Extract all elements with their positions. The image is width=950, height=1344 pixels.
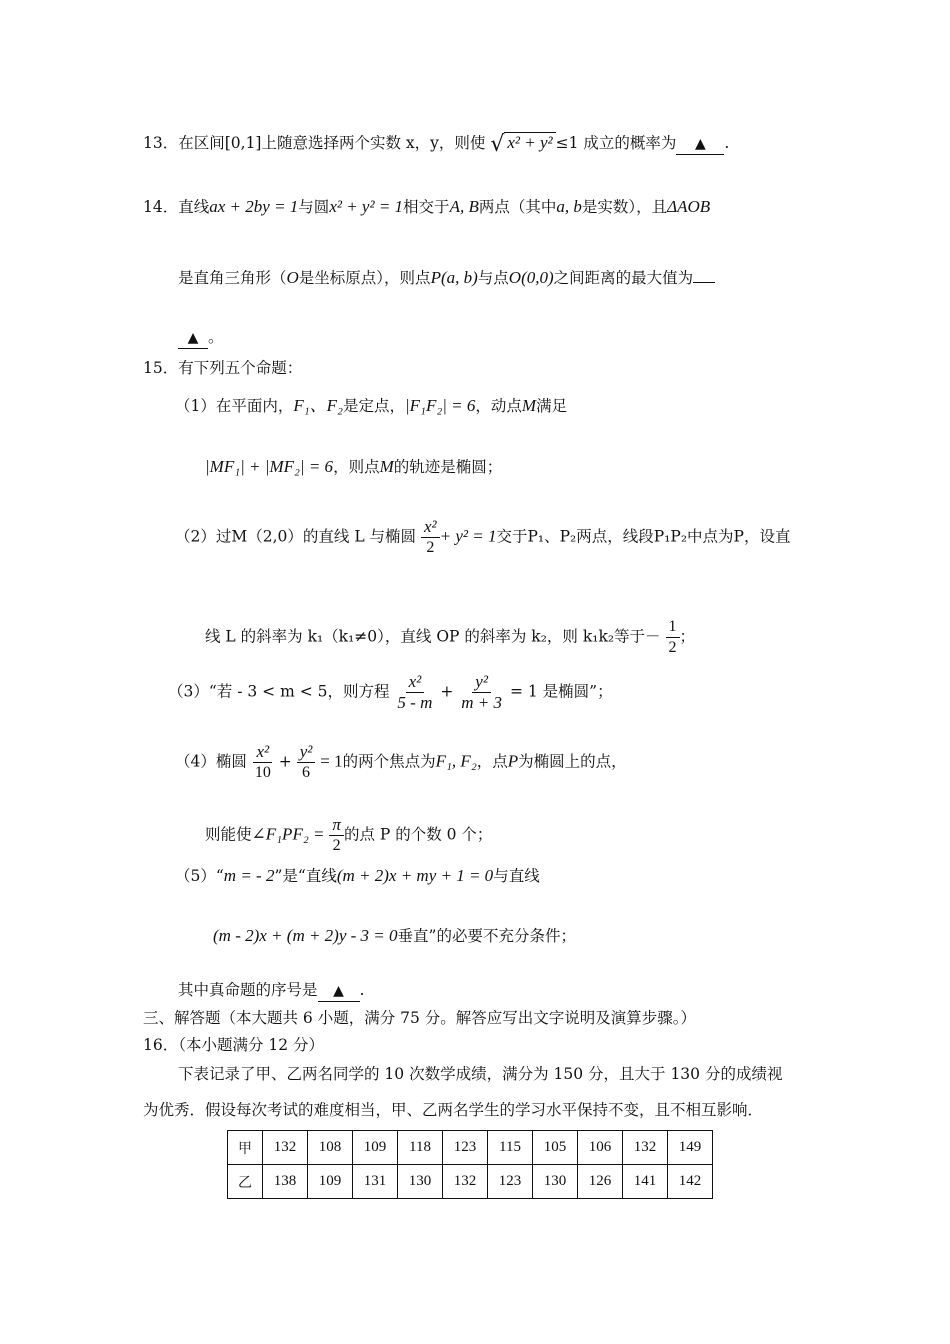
p4-text-3: ，点 bbox=[476, 752, 508, 771]
q14-points-ab: A, B bbox=[449, 197, 479, 216]
score-cell: 132 bbox=[443, 1165, 488, 1199]
score-cell: 126 bbox=[578, 1165, 623, 1199]
q14-text-5: 是实数），且 bbox=[581, 198, 668, 216]
p2-half-den: 2 bbox=[668, 639, 677, 656]
p2-text-d: 线 L 的斜率为 k₁（k₁≠0），直线 OP 的斜率为 k₂，则 k₁k₂等于－ bbox=[205, 627, 661, 646]
p4-plus: + bbox=[278, 752, 292, 771]
p1-distance-eq: |F₁F₂| = 6 bbox=[404, 396, 476, 415]
q13-number: 13． bbox=[143, 134, 179, 152]
score-cell: 123 bbox=[488, 1165, 533, 1199]
p3-fraction-1 bbox=[394, 672, 435, 713]
q15-proposition-1-line-2 bbox=[205, 457, 502, 477]
p4-text-5: 则能使 bbox=[205, 825, 252, 844]
p2-label: （2）过 bbox=[175, 527, 232, 546]
q14-blank-tail bbox=[693, 282, 715, 283]
score-cell: 138 bbox=[263, 1165, 308, 1199]
q14-circle-equation: x² + y² = 1 bbox=[329, 197, 404, 216]
p1-sum-eq: |MF₁| + |MF₂| = 6 bbox=[205, 457, 334, 476]
p5-text-1: ”是“直线 bbox=[274, 867, 337, 885]
q14-text-3: 相交于 bbox=[403, 198, 450, 216]
p5-line-1: (m + 2)x + my + 1 = 0 bbox=[336, 866, 494, 885]
p2-fraction-half bbox=[666, 617, 680, 658]
q15-proposition-5-line-1 bbox=[175, 866, 540, 886]
p1-text-5: 的轨迹是椭圆； bbox=[393, 458, 503, 476]
p2-half-num: 1 bbox=[666, 617, 680, 638]
p4-frac2-num: y² bbox=[297, 742, 316, 763]
q13-text-b: ≤1 成立的概率为 bbox=[555, 134, 677, 152]
q14-origin-o: O bbox=[286, 268, 299, 287]
q15-answer-blank: ▲ bbox=[318, 981, 360, 1002]
score-cell: 105 bbox=[533, 1131, 578, 1165]
q15-proposition-1-line-1 bbox=[175, 396, 567, 416]
score-cell: 118 bbox=[398, 1131, 443, 1165]
p2-ellipse-rest: + y² = 1 bbox=[439, 526, 497, 546]
p5-text-3: 垂直”的必要不充分条件； bbox=[397, 927, 576, 945]
p5-m-value: m = - 2 bbox=[223, 866, 275, 885]
section-3-heading: 三、解答题（本大题共 6 小题，满分 75 分。解答应写出文字说明及演算步骤。） bbox=[143, 1009, 697, 1027]
p1-text-1: 是定点， bbox=[342, 397, 405, 415]
q15-proposition-4-line-2 bbox=[205, 815, 492, 856]
q14-text-2: 与圆 bbox=[298, 198, 330, 216]
q14-triangle: ΔAOB bbox=[667, 197, 711, 216]
p1-label: （1）在平面内， bbox=[175, 397, 294, 415]
q15-title: 有下列五个命题： bbox=[178, 359, 303, 377]
p1-text-2: ，动点 bbox=[475, 397, 522, 415]
p4-frac1-num: x² bbox=[253, 742, 272, 763]
q15-proposition-3 bbox=[168, 672, 613, 713]
q14-line2-c: 与点 bbox=[477, 269, 509, 287]
q14-line2-d: 之间距离的最大值为 bbox=[553, 269, 694, 287]
q14-point-p: P(a, b) bbox=[430, 268, 478, 287]
p2-end: ； bbox=[679, 627, 696, 646]
score-table bbox=[227, 1130, 713, 1199]
p4-frac1-den: 10 bbox=[254, 764, 271, 781]
p2-text-a: M（2,0）的直线 L 与椭圆 bbox=[231, 527, 417, 546]
q13-radicand: x² + y² bbox=[504, 132, 555, 152]
score-cell: 115 bbox=[488, 1131, 533, 1165]
p4-point-p: P bbox=[507, 751, 519, 771]
q15-proposition-4-line-1 bbox=[175, 742, 627, 783]
q14-end: 。 bbox=[208, 328, 224, 346]
table-row bbox=[228, 1165, 713, 1199]
p4-text-6: 的点 P 的个数 0 个； bbox=[343, 825, 493, 844]
q14-point-o: O(0,0) bbox=[508, 268, 554, 287]
p4-text-4: 为椭圆上的点， bbox=[518, 752, 627, 771]
score-cell: 131 bbox=[353, 1165, 398, 1199]
question-13 bbox=[143, 133, 729, 155]
p4-label: （4）椭圆 bbox=[175, 752, 247, 771]
p3-text: = 1 是椭圆”； bbox=[509, 682, 613, 701]
p4-pi-num: π bbox=[329, 815, 344, 836]
score-cell: 132 bbox=[263, 1131, 308, 1165]
score-cell: 149 bbox=[668, 1131, 713, 1165]
score-cell: 132 bbox=[623, 1131, 668, 1165]
question-14-line-3 bbox=[178, 327, 224, 349]
p2-frac-num: x² bbox=[421, 517, 440, 538]
p4-angle: ∠F₁PF₂ = bbox=[251, 824, 325, 844]
q15-end: . bbox=[359, 981, 365, 999]
q15-answer-line bbox=[178, 980, 364, 1002]
score-cell: 142 bbox=[668, 1165, 713, 1199]
q14-line-equation: ax + 2by = 1 bbox=[209, 197, 299, 216]
p3-frac2-num: y² bbox=[472, 672, 491, 693]
q15-proposition-2-line-1 bbox=[175, 517, 791, 558]
q13-end: . bbox=[724, 134, 730, 152]
p2-fraction-x2-over-2 bbox=[421, 517, 440, 558]
score-cell: 108 bbox=[308, 1131, 353, 1165]
score-cell: 123 bbox=[443, 1131, 488, 1165]
score-cell: 130 bbox=[398, 1165, 443, 1199]
q14-vars-ab: a, b bbox=[556, 197, 582, 216]
q15-proposition-5-line-2 bbox=[213, 926, 576, 946]
p2-text-c: 交于P₁、P₂两点，线段P₁P₂中点为P，设直 bbox=[496, 527, 791, 546]
p5-line-2: (m - 2)x + (m + 2)y - 3 = 0 bbox=[213, 926, 398, 945]
q15-number: 15． bbox=[143, 359, 179, 377]
question-16-line-1: 下表记录了甲、乙两名同学的 10 次数学成绩，满分为 150 分，且大于 130 分的成绩视 bbox=[178, 1065, 783, 1083]
row-student-name: 乙 bbox=[228, 1165, 263, 1199]
p3-label: （3）“若 - 3 < m < 5，则方程 bbox=[168, 682, 390, 701]
p1-point-m-2: M bbox=[379, 457, 394, 476]
p4-foci: F₁, F₂ bbox=[435, 751, 477, 771]
p4-text-2: 的两个焦点为 bbox=[342, 752, 436, 771]
q14-line2-a: 是直角三角形（ bbox=[178, 269, 287, 287]
p3-frac1-num: x² bbox=[406, 672, 425, 693]
p1-text-4: ，则点 bbox=[333, 458, 380, 476]
q14-line2-b: 是坐标原点），则点 bbox=[298, 269, 431, 287]
q13-answer-blank: ▲ bbox=[676, 134, 724, 155]
question-14-line-2 bbox=[178, 268, 715, 288]
p1-text-3: 满足 bbox=[536, 397, 568, 415]
q14-text-1: 直线 bbox=[178, 198, 210, 216]
p3-fraction-2 bbox=[458, 672, 505, 713]
q14-answer-blank: ▲ bbox=[178, 328, 208, 349]
q14-number: 14． bbox=[143, 198, 179, 216]
p2-frac-den: 2 bbox=[426, 539, 435, 556]
p1-foci: F₁、F₂ bbox=[293, 396, 343, 415]
q13-sqrt-expression: √ x² + y² bbox=[490, 133, 555, 155]
score-cell: 109 bbox=[308, 1165, 353, 1199]
p4-pi-den: 2 bbox=[332, 837, 341, 854]
table-row bbox=[228, 1131, 713, 1165]
score-cell: 141 bbox=[623, 1165, 668, 1199]
p4-fraction-2 bbox=[297, 742, 316, 783]
q13-text-a: 在区间[0,1]上随意选择两个实数 x，y，则使 bbox=[178, 134, 486, 152]
question-16-title: 16．（本小题满分 12 分） bbox=[143, 1036, 325, 1054]
p5-label: （5）“ bbox=[175, 867, 224, 885]
score-cell: 106 bbox=[578, 1131, 623, 1165]
p3-plus: + bbox=[440, 682, 454, 701]
score-cell: 109 bbox=[353, 1131, 398, 1165]
question-15-title bbox=[143, 358, 302, 378]
row-student-name: 甲 bbox=[228, 1131, 263, 1165]
q14-text-4: 两点（其中 bbox=[478, 198, 557, 216]
question-16-line-2: 为优秀．假设每次考试的难度相当，甲、乙两名学生的学习水平保持不变，且不相互影响． bbox=[143, 1101, 764, 1119]
p4-frac2-den: 6 bbox=[302, 764, 311, 781]
question-14-line-1 bbox=[143, 197, 710, 217]
p3-frac1-den: 5 - m bbox=[397, 693, 433, 712]
p1-point-m: M bbox=[521, 396, 537, 415]
score-cell: 130 bbox=[533, 1165, 578, 1199]
p4-equals-one: = 1 bbox=[320, 751, 343, 771]
p4-fraction-1 bbox=[252, 742, 274, 783]
q15-answer-text: 其中真命题的序号是 bbox=[178, 981, 318, 999]
p5-text-2: 与直线 bbox=[493, 867, 540, 885]
p4-fraction-pi-half bbox=[329, 815, 344, 856]
p3-frac2-den: m + 3 bbox=[461, 693, 502, 712]
q15-proposition-2-line-2 bbox=[205, 617, 695, 658]
